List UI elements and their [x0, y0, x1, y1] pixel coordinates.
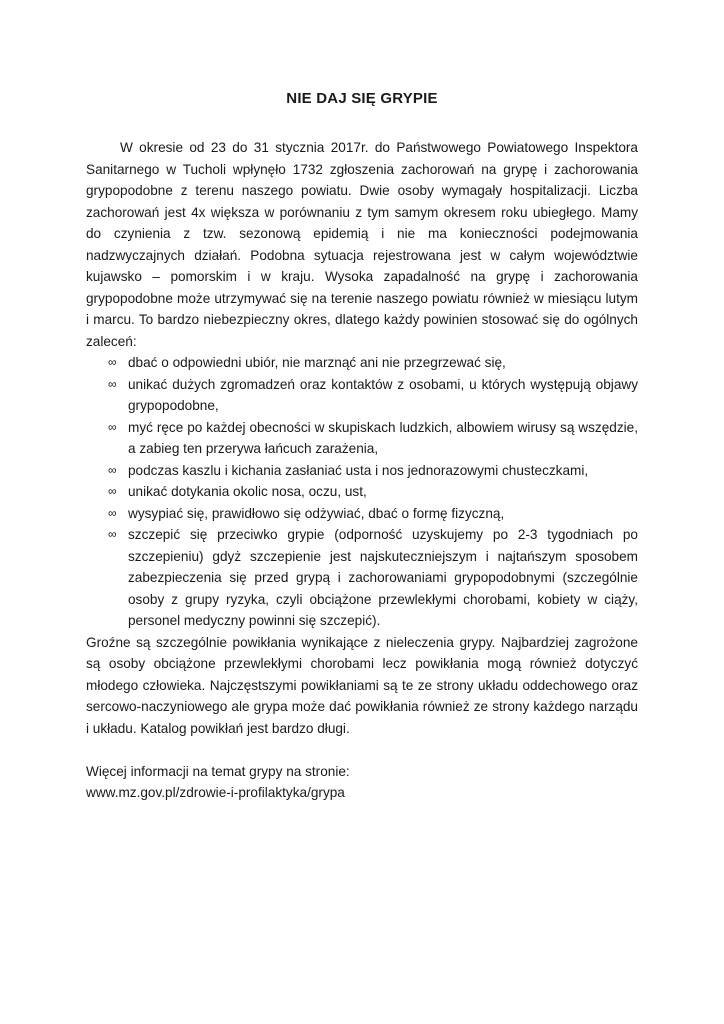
list-item: [86, 503, 638, 525]
document-body: [86, 137, 638, 804]
list-item-text: myć ręce po każdej obecności w skupiskach ludzkich, albowiem wirusy są wszędzie, a zabieg ten przerywa łańcuch zarażenia,: [128, 419, 638, 456]
infinity-bullet-icon: ∞: [108, 462, 117, 477]
infinity-bullet-icon: ∞: [108, 505, 117, 520]
more-info-link[interactable]: www.mz.gov.pl/zdrowie-i-profilaktyka/grypa: [86, 785, 345, 800]
list-item: [86, 481, 638, 503]
complications-paragraph: Groźne są szczególnie powikłania wynikające z nieleczenia grypy. Najbardziej zagrożone są osoby obciążone przewlekłymi chorobami lecz powikłania mogą również dotyczyć młodego człowieka. Najczęstszymi powikłaniami są te ze strony układu oddechowego oraz sercowo-naczyniowego ale grypa może dać powikłania również ze strony każdego narządu i układu. Katalog powikłań jest bardzo długi.: [86, 634, 638, 736]
list-item: [86, 352, 638, 374]
infinity-bullet-icon: ∞: [108, 527, 117, 541]
intro-paragraph: W okresie od 23 do 31 stycznia 2017r. do Państwowego Powiatowego Inspektora Sanitarnego w Tucholi wpłynęło 1732 zgłoszenia zachorowań na grypę i zachorowania grypopodobne z terenu naszego powiatu. Dwie osoby wymagały hospitalizacji. Liczba zachorowań jest 4x większa w porównaniu z tym samym okresem roku ubiegłego. Mamy do czynienia z tzw. sezonową epidemią i nie ma konieczności podejmowania nadzwyczajnych działań. Podobna sytuacja rejestrowana jest w całym województwie kujawsko – pomorskim i w kraju. Wysoka zapadalność na grypę i zachorowania grypopodobne może utrzymywać się na terenie naszego powiatu również w miesiącu lutym i marcu. To bardzo niebezpieczny okres, dlatego każdy powinien stosować się do ogólnych zaleceń:: [86, 140, 638, 349]
list-item-text: unikać dużych zgromadzeń oraz kontaktów z osobami, u których występują objawy grypopodobne,: [128, 376, 638, 413]
page-title: NIE DAJ SIĘ GRYPIE: [286, 90, 438, 107]
infinity-bullet-icon: ∞: [108, 419, 117, 434]
more-info-label: Więcej informacji na temat grypy na stronie:: [86, 763, 350, 779]
list-item-text: podczas kaszlu i kichania zasłaniać usta i nos jednorazowymi chusteczkami,: [128, 462, 589, 478]
list-item: [86, 374, 638, 417]
list-item-text: szczepić się przeciwko grypie (odporność uzyskujemy po 2-3 tygodniach po szczepieniu) gdyż szczepienie jest najskuteczniejszym i najtańszym sposobem zabezpieczenia się przed grypą i zachorowaniami grypopodobnymi (szczególnie osoby z grupy ryzyka, czyli obciążone przewlekłymi chorobami, kobiety w ciąży, personel medyczny powinni się szczepić).: [128, 527, 638, 628]
infinity-bullet-icon: ∞: [108, 484, 117, 498]
recommendations-list: [86, 352, 638, 632]
list-item: [86, 460, 638, 482]
list-item-text: unikać dotykania okolic nosa, oczu, ust,: [128, 484, 367, 499]
infinity-bullet-icon: ∞: [108, 355, 117, 369]
list-item-text: dbać o odpowiedni ubiór, nie marznąć ani nie przegrzewać się,: [128, 355, 506, 370]
list-item-text: wysypiać się, prawidłowo się odżywiać, dbać o formę fizyczną,: [128, 505, 505, 521]
list-item: [86, 417, 638, 460]
paragraph-spacer: [86, 739, 638, 761]
list-item: [86, 524, 638, 632]
infinity-bullet-icon: ∞: [108, 376, 117, 391]
